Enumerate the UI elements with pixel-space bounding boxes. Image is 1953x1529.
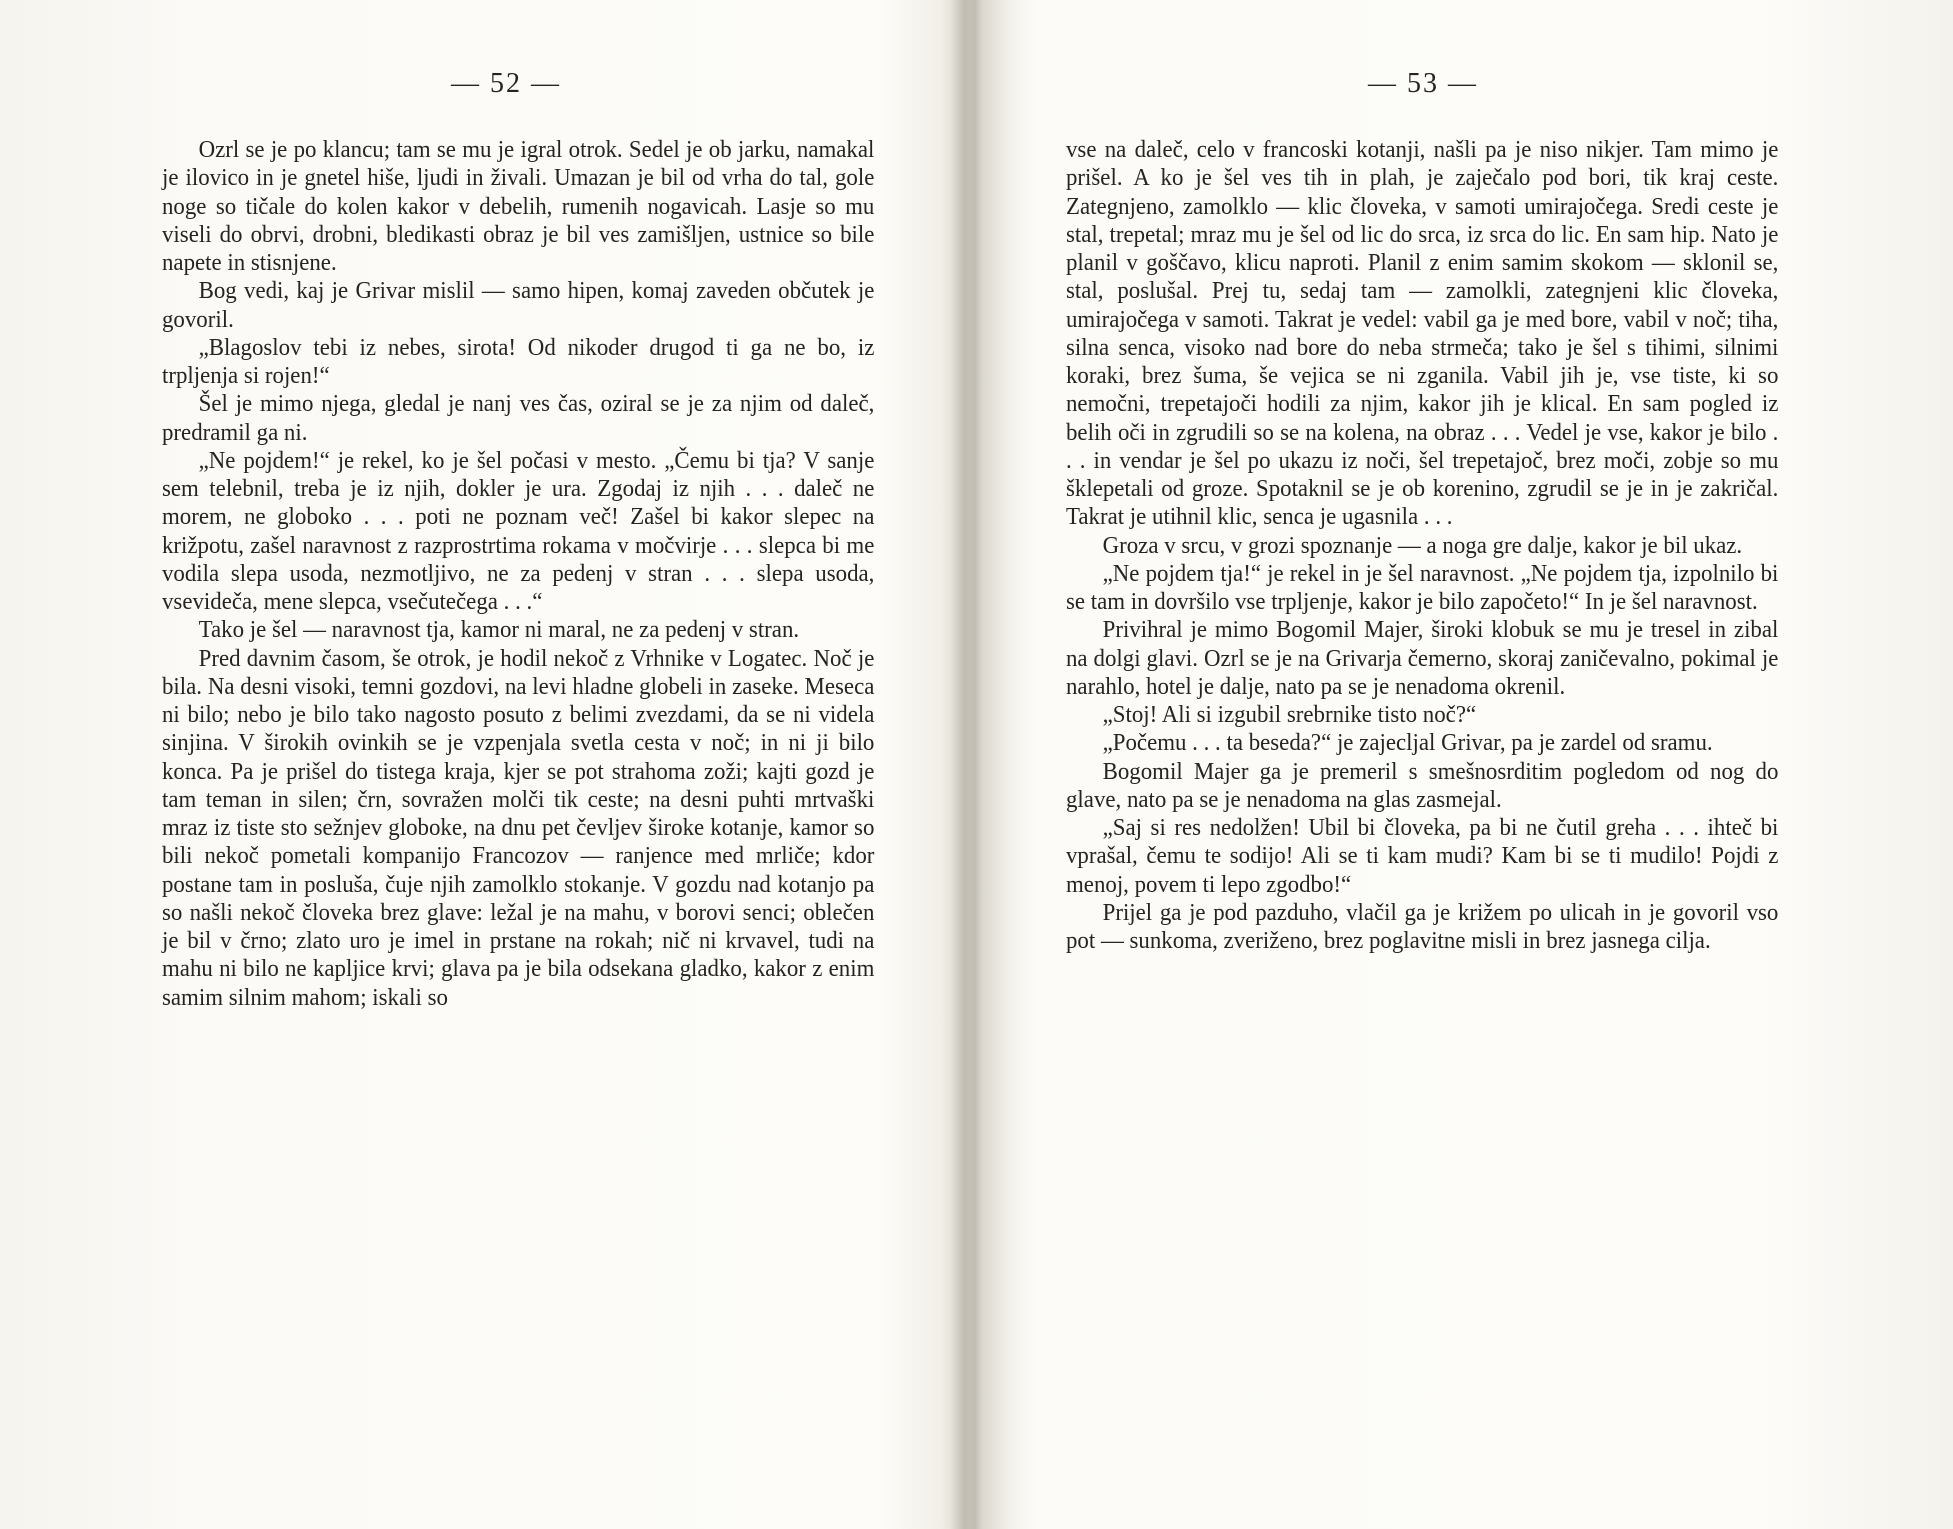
paragraph: Pred davnim časom, še otrok, je hodil nekoč z Vrhnike v Logatec. Noč je bila. Na desni visoki, temni gozdovi, na levi hladne globeli in zaseke. Meseca ni bilo; nebo je bilo tako nagosto posuto z belimi zvezdami, da se ni videla sinjina. V širokih ovinkih se je vzpenjala svetla cesta v noč; in ni ji bilo konca. Pa je prišel do tistega kraja, kjer se pot strahoma zoži; kajti gozd je tam teman in silen; črn, sovražen molči tik ceste; na desni puhti mrtvaški mraz iz tiste sto sežnjev globoke, na dnu pet čevljev široke kotanje, kamor so bili nekoč pometali kompanijo Francozov — ranjence med mrliče; kdor postane tam in posluša, čuje njih zamolklo stokanje. V gozdu nad kotanjo pa so našli nekoč človeka brez glave: ležal je na mahu, v borovi senci; oblečen je bil v črno; zlato uro je imel in prstane na rokah; nič ni krvavel, tudi na mahu ni bilo ne kapljice krvi; glava pa je bila odsekana gladko, kakor z enim samim silnim mahom; iskali so [162, 644, 875, 1011]
paragraph: Groza v srcu, v grozi spoznanje — a noga gre dalje, kakor je bil ukaz. [1102, 531, 1743, 559]
paragraph: „Ne pojdem!“ je rekel, ko je šel počasi v mesto. „Čemu bi tja? V sanje sem telebnil, treba je iz njih, dokler je ura. Zgodaj iz njih . . . daleč ne morem, ne globoko . . . poti ne poznam več! Zašel bi kakor slepec na križpotu, zašel naravnost z razprostrtima rokama v močvirje . . . slepca bi me vodila slepa usoda, nezmotljivo, ne za pedenj v stran . . . slepa usoda, vsevideča, mene slepca, vsečutečega . . .“ [162, 446, 875, 615]
paragraph: Prijel ga je pod pazduho, vlačil ga je križem po ulicah in je govoril vso pot — sunkoma, zveriženo, brez poglavitne misli in brez jasnega cilja. [1066, 898, 1779, 954]
right-page [978, 0, 1953, 1529]
left-page [0, 0, 975, 1529]
paragraph: „Ne pojdem tja!“ je rekel in je šel naravnost. „Ne pojdem tja, izpolnilo bi se tam in dovršilo vse trpljenje, kakor je bilo započeto!“ In je šel naravnost. [1066, 559, 1779, 615]
right-page-text [1066, 136, 1778, 955]
paragraph: Ozrl se je po klancu; tam se mu je igral otrok. Sedel je ob jarku, namakal je ilovico in je gnetel hiše, ljudi in živali. Umazan je bil od vrha do tal, gole noge so tičale do kolen kakor v debelih, rumenih nogavicah. Lasje so mu viseli do obrvi, drobni, bledikasti obraz je bil ves zamišljen, ustnice so bile napete in stisnjene. [162, 136, 875, 276]
paragraph: Bogomil Majer ga je premeril s smešnosrditim pogledom od nog do glave, nato pa se je nenadoma na glas zasmejal. [1066, 757, 1779, 813]
paragraph: Privihral je mimo Bogomil Majer, široki klobuk se mu je tresel in zibal na dolgi glavi. Ozrl se je na Grivarja čemerno, skoraj zaničevalno, pokimal je narahlo, hotel je dalje, nato pa se je nenadoma okrenil. [1066, 616, 1779, 700]
page-number-right: — 53 — [1368, 68, 1478, 99]
paragraph: Bog vedi, kaj je Grivar mislil — samo hipen, komaj zaveden občutek je govoril. [162, 277, 875, 333]
paragraph: „Blagoslov tebi iz nebes, sirota! Od nikoder drugod ti ga ne bo, iz trpljenja si rojen!“ [162, 333, 875, 389]
page-number-left: — 52 — [451, 68, 561, 99]
left-page-text [162, 136, 874, 1012]
paragraph: Šel je mimo njega, gledal je nanj ves čas, oziral se je za njim od daleč, predramil ga ni. [162, 390, 875, 446]
paragraph: „Počemu . . . ta beseda?“ je zajecljal Grivar, pa je zardel od sramu. [1102, 729, 1713, 757]
paragraph: Tako je šel — naravnost tja, kamor ni maral, ne za pedenj v stran. [198, 616, 800, 644]
paragraph: „Stoj! Ali si izgubil srebrnike tisto noč?“ [1102, 701, 1477, 728]
paragraph: vse na daleč, celo v francoski kotanji, našli pa je niso nikjer. Tam mimo je prišel. A ko je šel ves tih in plah, je zaječalo pod bori, tik kraj ceste. Zategnjeno, zamolklo — klic človeka, v samoti umirajočega. Sredi ceste je stal, trepetal; mraz mu je šel od lic do srca, iz srca do lic. En sam hip. Nato je planil v goščavo, klicu naproti. Planil z enim samim skokom — sklonil se, stal, poslušal. Prej tu, sedaj tam — zamolkli, zategnjeni klic človeka, umirajočega v samoti. Takrat je vedel: vabil ga je med bore, vabil v noč; tiha, silna senca, visoko nad bore do neba strmeča; tako je šel s tihimi, silnimi koraki, brez šuma, še vejica se ni zganila. Vabil jih je, vse tiste, ki so nemočni, trepetajoči hodili za njim, kakor jih je klical. En sam pogled iz belih oči in zgrudili so se na kolena, na obraz . . . Vedel je vse, kakor je bilo . . . in vendar je šel po ukazu iz noči, šel trepetajoč, brez moči, zobje so mu šklepetali od groze. Spotaknil se je ob korenino, zgrudil se je in je zakričal. Takrat je utihnil klic, senca je ugasnila . . . [1066, 136, 1779, 531]
paragraph: „Saj si res nedolžen! Ubil bi človeka, pa bi ne čutil greha . . . ihteč bi vprašal, čemu te sodijo! Ali se ti kam mudi? Kam bi se ti mudilo! Pojdi z menoj, povem ti lepo zgodbo!“ [1066, 814, 1779, 898]
